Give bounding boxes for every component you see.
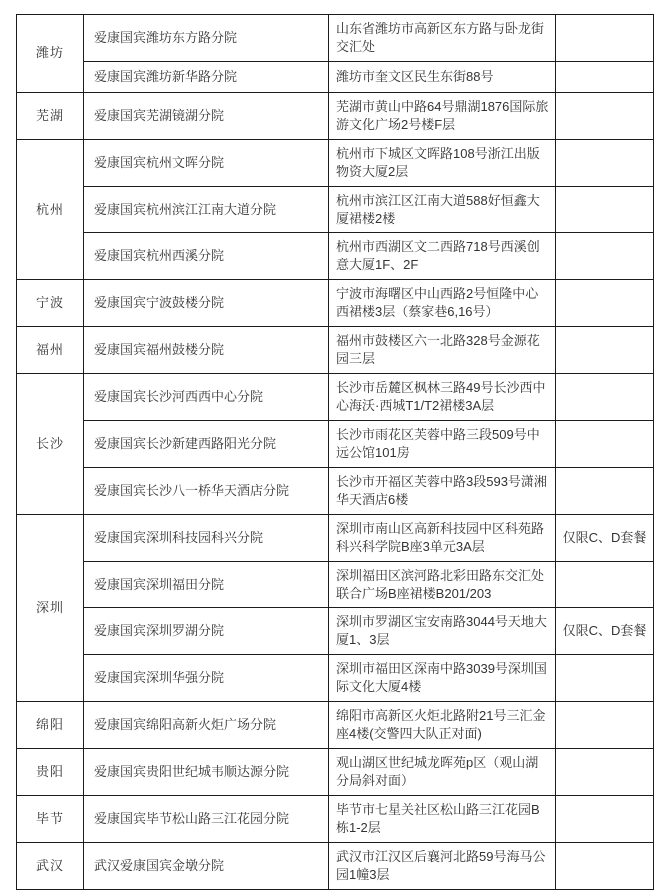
table-row bbox=[17, 467, 654, 514]
note-cell bbox=[556, 15, 654, 62]
address-cell: 深圳福田区滨河路北彩田路东交汇处联合广场B座裙楼B201/203 bbox=[329, 561, 556, 608]
address-cell: 宁波市海曙区中山西路2号恒隆中心西裙楼3层（蔡家巷6,16号） bbox=[329, 280, 556, 327]
table-row bbox=[17, 561, 654, 608]
table-row bbox=[17, 420, 654, 467]
table-row bbox=[17, 92, 654, 139]
note-cell bbox=[556, 327, 654, 374]
table-row bbox=[17, 374, 654, 421]
branch-cell: 爱康国宾毕节松山路三江花园分院 bbox=[84, 795, 329, 842]
address-cell: 芜湖市黄山中路64号鼎湖1876国际旅游文化广场2号楼F层 bbox=[329, 92, 556, 139]
clinic-table-body bbox=[17, 15, 654, 890]
note-cell bbox=[556, 233, 654, 280]
note-cell bbox=[556, 467, 654, 514]
city-cell: 绵阳 bbox=[17, 702, 84, 749]
branch-cell: 爱康国宾杭州西溪分院 bbox=[84, 233, 329, 280]
address-cell: 绵阳市高新区火炬北路附21号三汇金座4楼(交警四大队正对面) bbox=[329, 702, 556, 749]
address-cell: 武汉市江汉区后襄河北路59号海马公园1幢3层 bbox=[329, 842, 556, 889]
table-row bbox=[17, 61, 654, 92]
branch-cell: 爱康国宾长沙新建西路阳光分院 bbox=[84, 420, 329, 467]
address-cell: 长沙市岳麓区枫林三路49号长沙西中心海沃·西城T1/T2裙楼3A层 bbox=[329, 374, 556, 421]
city-cell: 武汉 bbox=[17, 842, 84, 889]
note-cell bbox=[556, 795, 654, 842]
address-cell: 深圳市福田区深南中路3039号深圳国际文化大厦4楼 bbox=[329, 655, 556, 702]
address-cell: 毕节市七星关社区松山路三江花园B栋1-2层 bbox=[329, 795, 556, 842]
branch-cell: 爱康国宾芜湖镜湖分院 bbox=[84, 92, 329, 139]
address-cell: 杭州市下城区文晖路108号浙江出版物资大厦2层 bbox=[329, 139, 556, 186]
address-cell: 观山湖区世纪城龙晖苑p区（观山湖分局斜对面） bbox=[329, 749, 556, 796]
table-row bbox=[17, 749, 654, 796]
clinic-table bbox=[16, 14, 654, 890]
table-row bbox=[17, 15, 654, 62]
table-row bbox=[17, 702, 654, 749]
note-cell bbox=[556, 61, 654, 92]
branch-cell: 爱康国宾长沙河西西中心分院 bbox=[84, 374, 329, 421]
address-cell: 长沙市开福区芙蓉中路3段593号潇湘华天酒店6楼 bbox=[329, 467, 556, 514]
city-cell: 芜湖 bbox=[17, 92, 84, 139]
city-cell: 深圳 bbox=[17, 514, 84, 702]
note-cell bbox=[556, 655, 654, 702]
note-cell bbox=[556, 139, 654, 186]
table-row bbox=[17, 608, 654, 655]
note-cell bbox=[556, 842, 654, 889]
note-cell: 仅限C、D套餐 bbox=[556, 514, 654, 561]
branch-cell: 武汉爱康国宾金墩分院 bbox=[84, 842, 329, 889]
address-cell: 深圳市南山区高新科技园中区科苑路科兴科学院B座3单元3A层 bbox=[329, 514, 556, 561]
branch-cell: 爱康国宾潍坊新华路分院 bbox=[84, 61, 329, 92]
address-cell: 杭州市西湖区文二西路718号西溪创意大厦1F、2F bbox=[329, 233, 556, 280]
city-cell: 潍坊 bbox=[17, 15, 84, 93]
table-row bbox=[17, 842, 654, 889]
table-row bbox=[17, 186, 654, 233]
city-cell: 福州 bbox=[17, 327, 84, 374]
city-cell: 长沙 bbox=[17, 374, 84, 515]
table-row bbox=[17, 514, 654, 561]
note-cell bbox=[556, 280, 654, 327]
address-cell: 福州市鼓楼区六一北路328号金源花园三层 bbox=[329, 327, 556, 374]
note-cell bbox=[556, 420, 654, 467]
table-row bbox=[17, 795, 654, 842]
branch-cell: 爱康国宾绵阳高新火炬广场分院 bbox=[84, 702, 329, 749]
branch-cell: 爱康国宾宁波鼓楼分院 bbox=[84, 280, 329, 327]
table-row bbox=[17, 139, 654, 186]
address-cell: 杭州市滨江区江南大道588好恒鑫大厦裙楼2楼 bbox=[329, 186, 556, 233]
branch-cell: 爱康国宾贵阳世纪城韦顺达源分院 bbox=[84, 749, 329, 796]
city-cell: 杭州 bbox=[17, 139, 84, 280]
branch-cell: 爱康国宾深圳福田分院 bbox=[84, 561, 329, 608]
note-cell bbox=[556, 186, 654, 233]
note-cell bbox=[556, 561, 654, 608]
address-cell: 深圳市罗湖区宝安南路3044号天地大厦1、3层 bbox=[329, 608, 556, 655]
branch-cell: 爱康国宾潍坊东方路分院 bbox=[84, 15, 329, 62]
note-cell bbox=[556, 749, 654, 796]
note-cell bbox=[556, 702, 654, 749]
address-cell: 山东省潍坊市高新区东方路与卧龙街交汇处 bbox=[329, 15, 556, 62]
city-cell: 贵阳 bbox=[17, 749, 84, 796]
city-cell: 宁波 bbox=[17, 280, 84, 327]
table-row bbox=[17, 233, 654, 280]
city-cell: 毕节 bbox=[17, 795, 84, 842]
branch-cell: 爱康国宾深圳罗湖分院 bbox=[84, 608, 329, 655]
table-row bbox=[17, 655, 654, 702]
note-cell bbox=[556, 374, 654, 421]
branch-cell: 爱康国宾深圳科技园科兴分院 bbox=[84, 514, 329, 561]
branch-cell: 爱康国宾杭州文晖分院 bbox=[84, 139, 329, 186]
table-row bbox=[17, 327, 654, 374]
table-row bbox=[17, 280, 654, 327]
address-cell: 潍坊市奎文区民生东街88号 bbox=[329, 61, 556, 92]
branch-cell: 爱康国宾深圳华强分院 bbox=[84, 655, 329, 702]
branch-cell: 爱康国宾福州鼓楼分院 bbox=[84, 327, 329, 374]
note-cell bbox=[556, 92, 654, 139]
address-cell: 长沙市雨花区芙蓉中路三段509号中远公馆101房 bbox=[329, 420, 556, 467]
branch-cell: 爱康国宾长沙八一桥华天酒店分院 bbox=[84, 467, 329, 514]
branch-cell: 爱康国宾杭州滨江江南大道分院 bbox=[84, 186, 329, 233]
note-cell: 仅限C、D套餐 bbox=[556, 608, 654, 655]
